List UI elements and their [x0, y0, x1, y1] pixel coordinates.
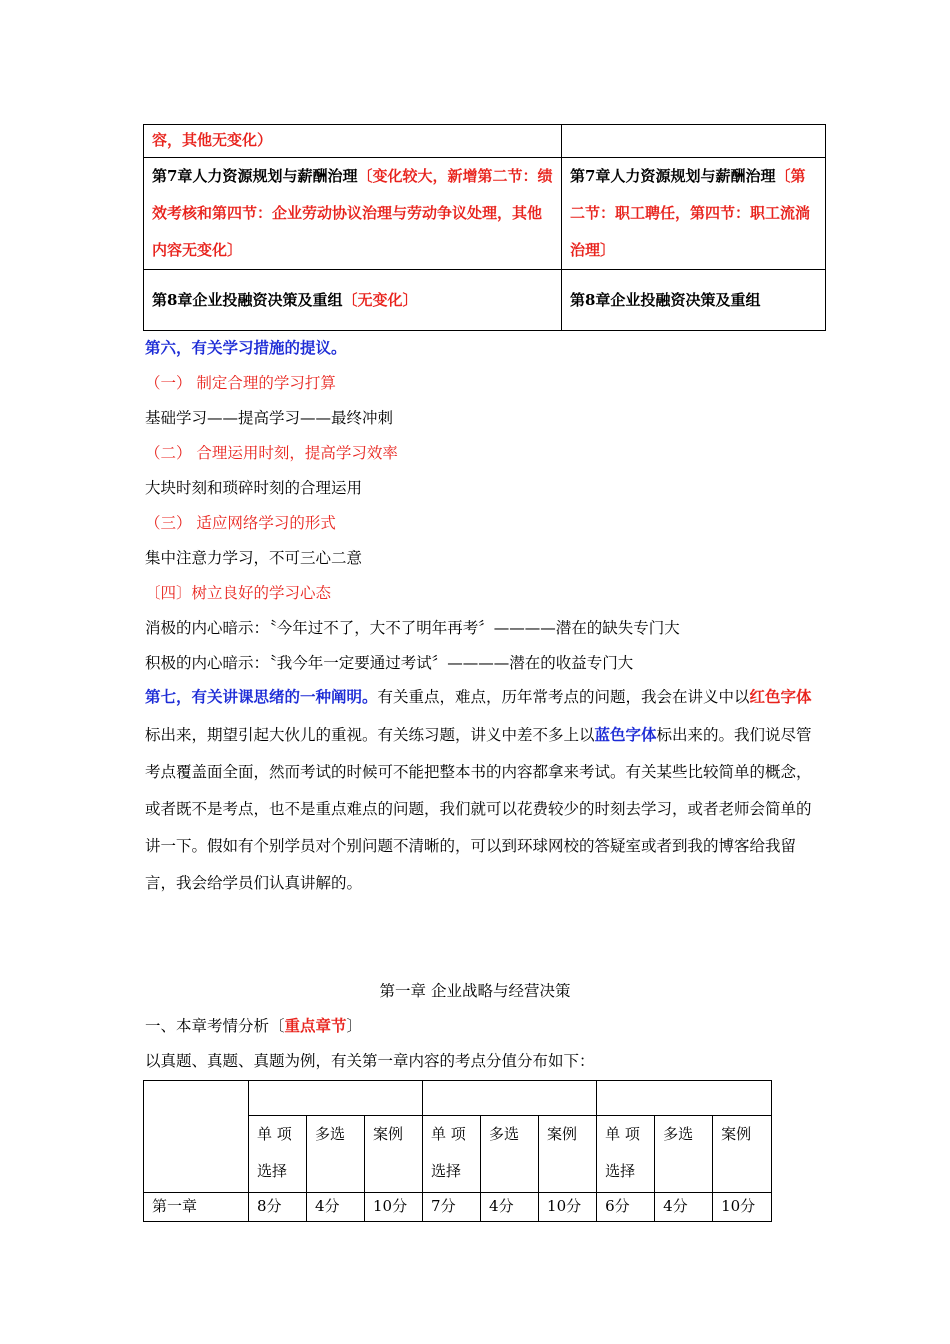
chapter-title: 第一章 企业战略与经营决策	[379, 982, 571, 1000]
section7-text: 标出来，期望引起大伙儿的重视。有关练习题，讲义中差不多上以	[145, 726, 595, 744]
table-subheader-cell: 案例	[539, 1116, 597, 1193]
table-corner-cell	[144, 1081, 249, 1193]
section6-item3-body: 集中注意力学习，不可三心二意	[145, 549, 363, 567]
score-distribution-table	[143, 1080, 772, 1222]
score-cell: 4分	[307, 1193, 365, 1222]
score-cell: 10分	[365, 1193, 423, 1222]
table-cell	[144, 125, 562, 158]
key-chapter-label: 重点章节	[284, 1016, 347, 1035]
section6-item2-body: 大块时刻和琐碎时刻的合理运用	[145, 479, 363, 497]
section7-text: 标出来的。我们说尽管考点覆盖面全面，然而考试的时候可不能把整本书的内容都拿来考试。有关某些比较简单的概念，或者既不是考点，也不是重点难点的问题，我们就可以花费较少的时刻去学习，或者老师会简单的讲一下。假如有个别学员对个别问题不清晰的，可以到环球网校的答疑室或者到我的博客给我留言，我会给学员们认真讲解的。	[145, 726, 812, 892]
table-row	[144, 270, 826, 331]
score-cell: 4分	[655, 1193, 713, 1222]
section7-heading: 第七，有关讲课思绪的一种阐明。	[145, 687, 378, 706]
negative-hint: 消极的内心暗示：〝今年过不了，大不了明年再考〞————潜在的缺失专门大	[145, 619, 680, 637]
section6-item3-title: （三） 适应网络学习的形式	[145, 514, 336, 532]
cell-text: 第8章企业投融资决策及重组	[152, 290, 343, 309]
table-row	[144, 158, 826, 270]
table-row	[144, 1193, 772, 1222]
table-cell	[562, 125, 826, 158]
cell-text: 第8章企业投融资决策及重组	[570, 290, 761, 309]
table-header-cell	[249, 1081, 423, 1116]
table-subheader-cell: 单 项 选择	[597, 1116, 655, 1193]
chapter-comparison-table	[143, 124, 826, 331]
table-header-cell	[597, 1081, 772, 1116]
section7-paragraph	[145, 678, 813, 902]
table-row	[144, 1081, 772, 1116]
section6-item1-body: 基础学习——提高学习——最终冲刺	[145, 409, 394, 427]
highlight-blue: 蓝色字体	[594, 725, 657, 744]
table-row	[144, 125, 826, 158]
table-subheader-cell: 单 项 选择	[249, 1116, 307, 1193]
heading-text: 一、本章考情分析〔	[145, 1017, 285, 1035]
score-cell: 4分	[481, 1193, 539, 1222]
table-subheader-cell: 案例	[713, 1116, 772, 1193]
table-cell	[144, 270, 562, 331]
row-label: 第一章	[144, 1193, 249, 1222]
table-subheader-cell: 单 项 选择	[423, 1116, 481, 1193]
section6-item4-title: 〔四〕树立良好的学习心态	[145, 584, 332, 602]
exam-analysis-heading	[145, 1014, 362, 1036]
table-cell	[144, 158, 562, 270]
score-cell: 10分	[713, 1193, 772, 1222]
section6-item1-title: （一） 制定合理的学习打算	[145, 374, 336, 392]
section6-item2-title: （二） 合理运用时刻，提高学习效率	[145, 444, 398, 462]
cell-text-red: 〔变化较大，新增第二节：绩效考核和第四节：企业劳动协议治理与劳动争议处理，其他内容无变化〕	[152, 167, 553, 259]
table-cell	[562, 158, 826, 270]
score-intro: 以真题、真题、真题为例，有关第一章内容的考点分值分布如下：	[145, 1052, 595, 1070]
section6-heading: 第六，有关学习措施的提议。	[145, 338, 347, 357]
section7-text: 有关重点，难点，历年常考点的问题，我会在讲义中以	[377, 688, 750, 706]
table-subheader-cell: 多选	[481, 1116, 539, 1193]
cell-text: 第7章人力资源规划与薪酬治理	[570, 167, 776, 185]
cell-text-red: 容，其他无变化）	[152, 131, 273, 149]
score-cell: 6分	[597, 1193, 655, 1222]
heading-text: 〕	[346, 1017, 363, 1035]
table-header-cell	[423, 1081, 597, 1116]
score-cell: 7分	[423, 1193, 481, 1222]
cell-text-red: 〔第二节：职工聘任，第四节：职工流淌治理〕	[570, 167, 811, 259]
score-cell: 10分	[539, 1193, 597, 1222]
positive-hint: 积极的内心暗示：〝我今年一定要通过考试〞————潜在的收益专门大	[145, 654, 634, 672]
cell-text-red: 〔无变化〕	[342, 290, 418, 309]
highlight-red: 红色字体	[749, 687, 812, 706]
table-subheader-cell: 案例	[365, 1116, 423, 1193]
score-cell: 8分	[249, 1193, 307, 1222]
cell-text: 第7章人力资源规划与薪酬治理	[152, 167, 358, 185]
table-cell	[562, 270, 826, 331]
table-subheader-cell: 多选	[307, 1116, 365, 1193]
table-subheader-cell: 多选	[655, 1116, 713, 1193]
